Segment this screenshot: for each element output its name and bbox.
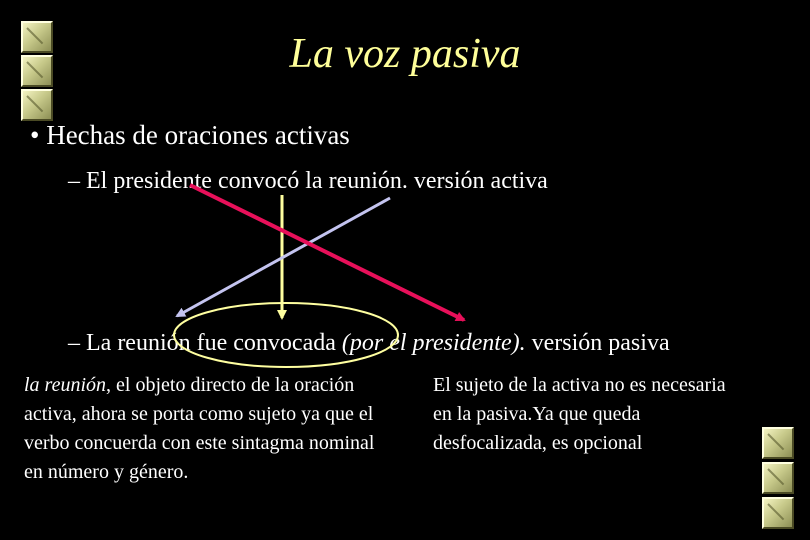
agent-ellipse <box>174 303 398 367</box>
slide-title: La voz pasiva <box>289 31 521 77</box>
left-note-text: , el objeto directo de la oración activa, ahora se porta como sujeto ya que el verbo concuerda con este sintagma nominal en número y género. <box>24 374 375 483</box>
left-note-emphasis: la reunión <box>24 374 107 396</box>
passive-agent-phrase: (por el presidente). <box>341 330 526 356</box>
right-note: El sujeto de la activa no es necesaria en la pasiva.Ya que queda desfocalizada, es opcional <box>433 374 726 454</box>
active-sentence-text: – El presidente convocó la reunión. versión activa <box>68 168 548 194</box>
red-arrow <box>190 185 464 320</box>
passive-sentence-prefix: – La reunión fue convocada <box>68 330 342 356</box>
passive-sentence-suffix: versión pasiva <box>525 330 670 356</box>
bullet-main: • Hechas de oraciones activas <box>30 120 350 150</box>
